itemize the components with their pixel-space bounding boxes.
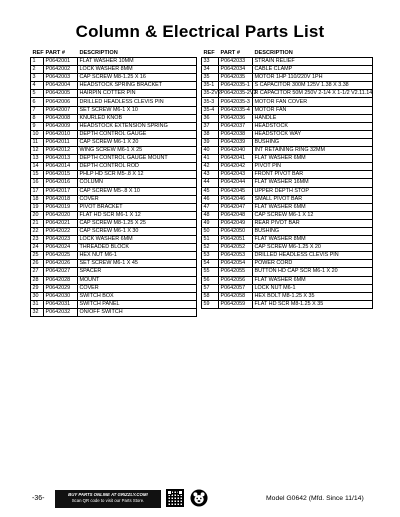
parts-row [202, 244, 373, 252]
description-cell: FLAT WASHER 8MM [253, 236, 373, 244]
ref-cell: 2 [31, 66, 44, 74]
ref-cell: 12 [31, 147, 44, 155]
ref-cell: 19 [31, 203, 44, 211]
parts-row [202, 138, 373, 146]
description-cell: CAP SCREW M6-1.25 X 20 [253, 244, 373, 252]
part-number-cell: P0642045 [219, 187, 253, 195]
part-number-cell: P0642058 [219, 292, 253, 300]
parts-row [31, 90, 197, 98]
column-header-ref: REF [203, 50, 215, 56]
parts-row [202, 227, 373, 235]
part-number-cell: P0642056 [219, 276, 253, 284]
description-cell: BUTTON HD CAP SCR M6-1 X 20 [253, 268, 373, 276]
description-cell: PHLP HD SCR M5-.8 X 12 [78, 171, 197, 179]
description-cell: DEPTH CONTROL GAUGE [78, 130, 197, 138]
parts-row [202, 179, 373, 187]
description-cell: HEX NUT M6-1 [78, 252, 197, 260]
parts-row [31, 211, 197, 219]
description-cell: HEADSTOCK EXTENSION SPRING [78, 122, 197, 130]
part-number-cell: P0642022 [44, 227, 78, 235]
parts-row [31, 171, 197, 179]
parts-row [202, 219, 373, 227]
ref-cell: 35-2V2 [203, 90, 221, 97]
parts-row [202, 106, 373, 114]
description-cell: SWITCH PANEL [78, 300, 197, 308]
parts-row [31, 74, 197, 82]
grizzly-bear-logo-icon [190, 489, 208, 507]
description-cell: CAP SCREW M6-1 X 30 [78, 227, 197, 235]
part-number-cell: P0642025 [44, 252, 78, 260]
part-number-cell: P0642051 [219, 236, 253, 244]
description-cell: SPACER [78, 268, 197, 276]
ref-cell: 30 [31, 292, 44, 300]
ref-cell: 7 [31, 106, 44, 114]
ref-cell: 55 [202, 268, 219, 276]
parts-row [31, 98, 197, 106]
ref-cell: 48 [202, 211, 219, 219]
parts-row [31, 66, 197, 74]
part-number-cell: P0642029 [44, 284, 78, 292]
description-cell: SET SCREW M6-1 X 45 [78, 260, 197, 268]
part-number-cell: P0642038 [219, 130, 253, 138]
parts-row [31, 147, 197, 155]
part-number-cell: P0642052 [219, 244, 253, 252]
parts-rows-left [31, 58, 197, 317]
model-label: Model G0642 (Mfd. Since 11/14) [266, 495, 364, 502]
parts-row [31, 114, 197, 122]
description-cell: PIVOT PIN [253, 163, 373, 171]
part-number-cell: P0642013 [44, 155, 78, 163]
parts-row [31, 244, 197, 252]
ref-cell: 3 [31, 74, 44, 82]
parts-row [31, 284, 197, 292]
part-number-cell: P0642027 [44, 268, 78, 276]
parts-row [202, 211, 373, 219]
parts-row [202, 203, 373, 211]
parts-row [31, 276, 197, 284]
description-cell: SET SCREW M6-1 X 10 [78, 106, 197, 114]
parts-rows-right [202, 58, 373, 309]
ref-cell: 15 [31, 171, 44, 179]
ref-cell: 50 [202, 227, 219, 235]
description-cell: CAP SCREW M6-1 X 20 [78, 138, 197, 146]
description-cell: SWITCH BOX [78, 292, 197, 300]
parts-table-right [201, 49, 373, 309]
ref-cell: 13 [31, 155, 44, 163]
ref-cell: 59 [202, 300, 219, 308]
part-number-cell: P0642014 [44, 163, 78, 171]
description-cell: HEADSTOCK WAY [253, 130, 373, 138]
description-cell: REAR PIVOT BAR [253, 219, 373, 227]
part-number-cell: P0642034 [219, 66, 253, 74]
parts-row [31, 106, 197, 114]
ref-cell: 24 [31, 244, 44, 252]
part-number-cell: P0642023 [44, 236, 78, 244]
description-cell: KNURLED KNOB [78, 114, 197, 122]
ref-cell: 32 [31, 308, 44, 316]
ref-cell: 10 [31, 130, 44, 138]
description-cell: FLAT HD SCR M8-1.25 X 35 [253, 300, 373, 308]
description-cell: BUSHING [253, 227, 373, 235]
part-number-cell: P0642035-2V2 [220, 90, 257, 97]
part-number-cell: P0642006 [44, 98, 78, 106]
qr-code-icon[interactable] [166, 489, 184, 507]
description-cell: FRONT PIVOT BAR [253, 171, 373, 179]
part-number-cell: P0642016 [44, 179, 78, 187]
parts-row [31, 195, 197, 203]
parts-row [202, 155, 373, 163]
ref-cell: 45 [202, 187, 219, 195]
description-cell: HEADSTOCK SPRING BRACKET [78, 82, 197, 90]
parts-row [31, 292, 197, 300]
part-number-cell: P0642057 [219, 284, 253, 292]
parts-row [31, 187, 197, 195]
part-number-cell: P0642036 [219, 114, 253, 122]
part-number-cell: P0642005 [44, 90, 78, 98]
part-number-cell: P0642002 [44, 66, 78, 74]
ref-cell: 28 [31, 276, 44, 284]
page-footer [0, 488, 400, 517]
parts-row [31, 163, 197, 171]
part-number-cell: P0642044 [219, 179, 253, 187]
ref-cell: 36 [202, 114, 219, 122]
ref-cell: 1 [31, 58, 44, 66]
description-cell: R CAPACITOR 50M 250V 2-1/4 X 1-1/2 V2.11.14 [254, 90, 373, 97]
ref-cell: 4 [31, 82, 44, 90]
description-cell: MOTOR FAN [253, 106, 373, 114]
description-cell: STRAIN RELIEF [253, 58, 373, 66]
ref-cell: 56 [202, 276, 219, 284]
part-number-cell: P0642004 [44, 82, 78, 90]
parts-row [31, 236, 197, 244]
table-header-row [31, 49, 197, 58]
description-cell: DRILLED HEADLESS CLEVIS PIN [78, 98, 197, 106]
part-number-cell: P0642035-1 [219, 82, 253, 90]
description-cell: FLAT WASHER 6MM [253, 276, 373, 284]
description-cell: COLUMN [78, 179, 197, 187]
ref-cell: 27 [31, 268, 44, 276]
description-cell: S CAPACITOR 300M 125V 1.38 X 3.38 [253, 82, 373, 90]
parts-row [31, 82, 197, 90]
parts-row [202, 122, 373, 130]
description-cell: FLAT WASHER 6MM [253, 155, 373, 163]
parts-row [202, 82, 373, 90]
part-number-cell: P0642041 [219, 155, 253, 163]
column-header-part: PART # [45, 50, 65, 56]
parts-row [202, 58, 373, 66]
description-cell: DEPTH CONTROL ROD [78, 163, 197, 171]
part-number-cell: P0642053 [219, 252, 253, 260]
ref-cell: 22 [31, 227, 44, 235]
description-cell: MOTOR 1HP 110/220V 1PH [253, 74, 373, 82]
ref-cell: 33 [202, 58, 219, 66]
part-number-cell: P0642031 [44, 300, 78, 308]
parts-row [202, 66, 373, 74]
ref-cell: 47 [202, 203, 219, 211]
ref-cell: 6 [31, 98, 44, 106]
description-cell: SMALL PIVOT BAR [253, 195, 373, 203]
part-number-cell: P0642026 [44, 260, 78, 268]
ref-cell: 51 [202, 236, 219, 244]
parts-row [31, 252, 197, 260]
part-number-cell: P0642012 [44, 147, 78, 155]
parts-row [202, 90, 373, 98]
ref-cell: 52 [202, 244, 219, 252]
parts-row [202, 236, 373, 244]
description-cell: CAP SCREW M5-.8 X 10 [78, 187, 197, 195]
ref-cell: 21 [31, 219, 44, 227]
parts-row [202, 195, 373, 203]
part-number-cell: P0642032 [44, 308, 78, 316]
page-title: Column & Electrical Parts List [75, 22, 325, 41]
ref-cell: 29 [31, 284, 44, 292]
description-cell: LOCK NUT M6-1 [253, 284, 373, 292]
ref-cell: 39 [202, 138, 219, 146]
parts-row [202, 300, 373, 308]
ref-cell: 17 [31, 187, 44, 195]
part-number-cell: P0642007 [44, 106, 78, 114]
ref-cell: 23 [31, 236, 44, 244]
part-number-cell: P0642015 [44, 171, 78, 179]
parts-row [31, 219, 197, 227]
parts-row [31, 203, 197, 211]
ref-cell: 57 [202, 284, 219, 292]
parts-row [31, 227, 197, 235]
ref-cell: 49 [202, 219, 219, 227]
ref-cell: 41 [202, 155, 219, 163]
column-header-ref: REF [32, 50, 44, 56]
ref-cell: 43 [202, 171, 219, 179]
part-number-cell: P0642003 [44, 74, 78, 82]
part-number-cell: P0642054 [219, 260, 253, 268]
part-number-cell: P0642033 [219, 58, 253, 66]
part-number-cell: P0642018 [44, 195, 78, 203]
parts-row [202, 130, 373, 138]
ref-cell: 37 [202, 122, 219, 130]
description-cell: FLAT WASHER 16MM [253, 179, 373, 187]
description-cell: CABLE CLAMP [253, 66, 373, 74]
parts-row [31, 58, 197, 66]
part-number-cell: P0642043 [219, 171, 253, 179]
part-number-cell: P0642037 [219, 122, 253, 130]
part-number-cell: P0642009 [44, 122, 78, 130]
description-cell: CAP SCREW M8-1.25 X 25 [78, 219, 197, 227]
part-number-cell: P0642020 [44, 211, 78, 219]
description-cell: CAP SCREW M6-1 X 12 [253, 211, 373, 219]
description-cell: UPPER DEPTH STOP [253, 187, 373, 195]
part-number-cell: P0642048 [219, 211, 253, 219]
description-cell: COVER [78, 284, 197, 292]
part-number-cell: P0642039 [219, 138, 253, 146]
part-number-cell: P0642042 [219, 163, 253, 171]
part-number-cell: P0642040 [219, 147, 253, 155]
ref-cell: 26 [31, 260, 44, 268]
part-number-cell: P0642017 [44, 187, 78, 195]
parts-row [202, 147, 373, 155]
ref-cell: 35 [202, 74, 219, 82]
description-cell: HAIRPIN COTTER PIN [78, 90, 197, 98]
ref-cell: 31 [31, 300, 44, 308]
part-number-cell: P0642035 [219, 74, 253, 82]
parts-row [202, 114, 373, 122]
ref-cell: 8 [31, 114, 44, 122]
description-cell: MOTOR FAN COVER [253, 98, 373, 106]
parts-row [202, 98, 373, 106]
promo-subline: Scan QR code to visit our Parts Store. [71, 497, 145, 503]
part-number-cell: P0642059 [219, 300, 253, 308]
ref-cell: 18 [31, 195, 44, 203]
ref-cell: 38 [202, 130, 219, 138]
ref-cell: 20 [31, 211, 44, 219]
description-cell: CAP SCREW M8-1.25 X 16 [78, 74, 197, 82]
part-number-cell: P0642050 [219, 227, 253, 235]
parts-row [31, 268, 197, 276]
description-cell: MOUNT [78, 276, 197, 284]
part-number-cell: P0642055 [219, 268, 253, 276]
description-cell: WING SCREW M6-1 X 25 [78, 147, 197, 155]
ref-cell: 35-1 [202, 82, 219, 90]
description-cell: DRILLED HEADLESS CLEVIS PIN [253, 252, 373, 260]
parts-row [31, 155, 197, 163]
parts-row [31, 138, 197, 146]
part-number-cell: P0642011 [44, 138, 78, 146]
description-cell: LOCK WASHER 6MM [78, 236, 197, 244]
ref-cell: 35-3 [202, 98, 219, 106]
description-cell: THREADED BLOCK [78, 244, 197, 252]
description-cell: LOCK WASHER 8MM [78, 66, 197, 74]
parts-row [202, 260, 373, 268]
page-number: -36- [32, 495, 45, 502]
parts-row [31, 179, 197, 187]
parts-row [31, 130, 197, 138]
column-header-description: DESCRIPTION [254, 50, 293, 56]
ref-cell: 58 [202, 292, 219, 300]
part-number-cell: P0642008 [44, 114, 78, 122]
parts-row [31, 308, 197, 316]
description-cell: COVER [78, 195, 197, 203]
parts-table-left [30, 49, 197, 317]
parts-row [202, 292, 373, 300]
description-cell: FLAT HD SCR M6-1 X 12 [78, 211, 197, 219]
description-cell: HEX BOLT M8-1.25 X 35 [253, 292, 373, 300]
part-number-cell: P0642024 [44, 244, 78, 252]
parts-row [202, 163, 373, 171]
ref-cell: 14 [31, 163, 44, 171]
description-cell: FLAT WASHER 10MM [78, 58, 197, 66]
part-number-cell: P0642001 [44, 58, 78, 66]
description-cell: PIVOT BRACKET [78, 203, 197, 211]
description-cell: DEPTH CONTROL GAUGE MOUNT [78, 155, 197, 163]
description-cell: BUSHING [253, 138, 373, 146]
parts-promo-banner [55, 490, 161, 508]
parts-row [202, 171, 373, 179]
ref-cell: 5 [31, 90, 44, 98]
ref-cell: 34 [202, 66, 219, 74]
ref-cell: 40 [202, 147, 219, 155]
column-header-part: PART # [220, 50, 240, 56]
ref-cell: 53 [202, 252, 219, 260]
part-number-cell: P0642021 [44, 219, 78, 227]
table-header-row [202, 49, 373, 58]
part-number-cell: P0642049 [219, 219, 253, 227]
ref-cell: 16 [31, 179, 44, 187]
parts-row [31, 122, 197, 130]
description-cell: HEADSTOCK [253, 122, 373, 130]
part-number-cell: P0642035-4 [219, 106, 253, 114]
ref-cell: 25 [31, 252, 44, 260]
ref-cell: 44 [202, 179, 219, 187]
part-number-cell: P0642019 [44, 203, 78, 211]
parts-row [202, 74, 373, 82]
part-number-cell: P0642028 [44, 276, 78, 284]
parts-row [202, 252, 373, 260]
part-number-cell: P0642046 [219, 195, 253, 203]
ref-cell: 11 [31, 138, 44, 146]
ref-cell: 35-4 [202, 106, 219, 114]
parts-row [202, 284, 373, 292]
description-cell: POWER CORD [253, 260, 373, 268]
part-number-cell: P0642030 [44, 292, 78, 300]
part-number-cell: P0642035-3 [219, 98, 253, 106]
ref-cell: 42 [202, 163, 219, 171]
part-number-cell: P0642010 [44, 130, 78, 138]
parts-row [31, 300, 197, 308]
ref-cell: 46 [202, 195, 219, 203]
description-cell: ON/OFF SWITCH [78, 308, 197, 316]
parts-row [202, 187, 373, 195]
promo-headline: BUY PARTS ONLINE AT GRIZZLY.COM! [68, 492, 148, 497]
description-cell: INT RETAINING RING 32MM [253, 147, 373, 155]
parts-row [31, 260, 197, 268]
description-cell: FLAT WASHER 6MM [253, 203, 373, 211]
description-cell: HANDLE [253, 114, 373, 122]
ref-cell: 54 [202, 260, 219, 268]
column-header-description: DESCRIPTION [79, 50, 118, 56]
parts-row [202, 268, 373, 276]
part-number-cell: P0642047 [219, 203, 253, 211]
parts-row [202, 276, 373, 284]
ref-cell: 9 [31, 122, 44, 130]
